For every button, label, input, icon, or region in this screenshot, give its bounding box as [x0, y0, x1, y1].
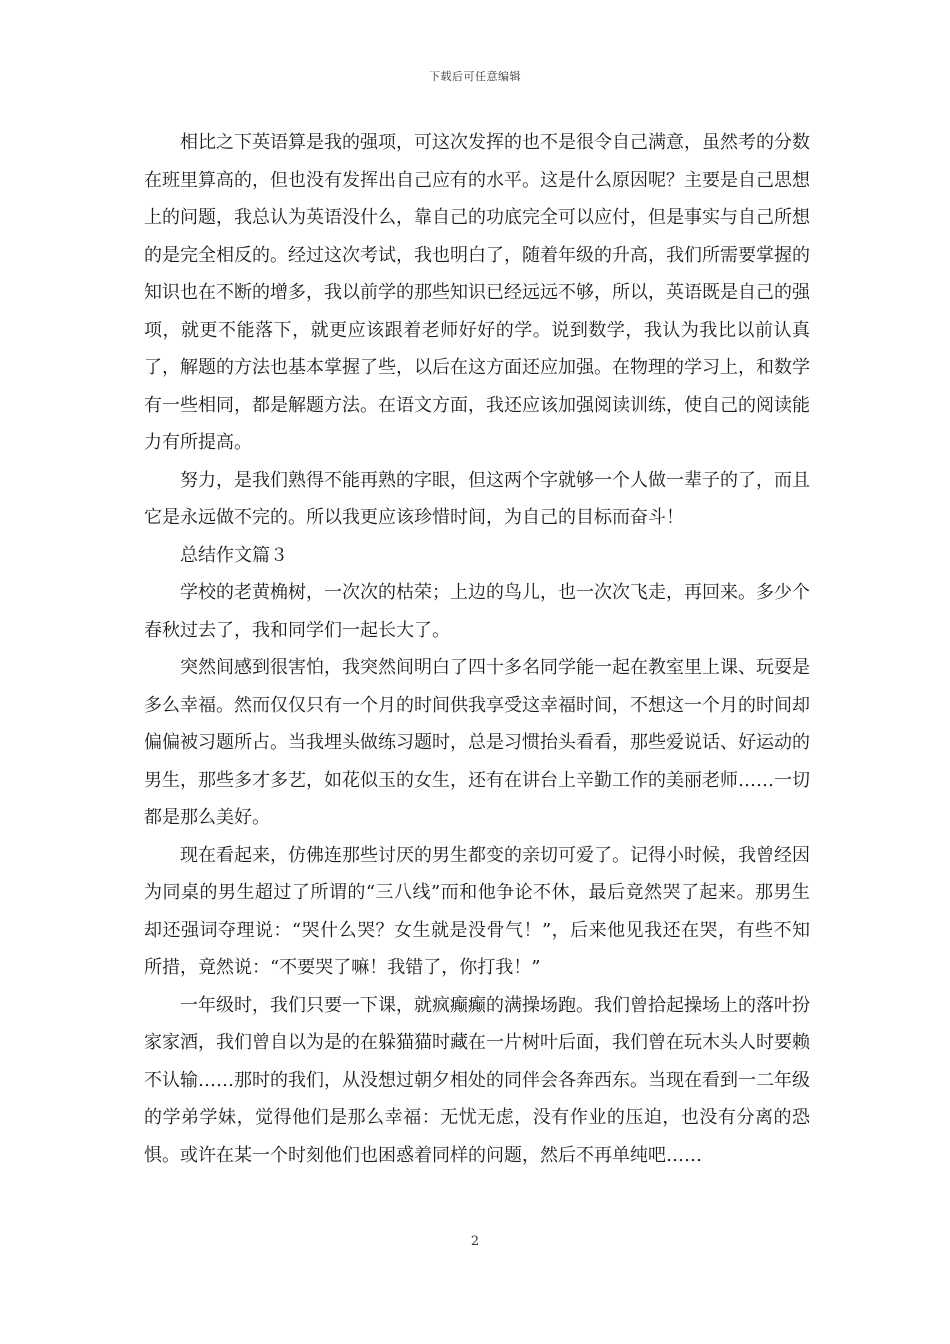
paragraph-sudden-fear: 突然间感到很害怕，我突然间明白了四十多名同学能一起在教室里上课、玩耍是多么幸福。然而仅仅只有一个月的时间供我享受这幸福时间，不想这一个月的时间却偏偏被习题所占。当我埋头做练习题时，总是习惯抬头看看，那些爱说话、好运动的男生，那些多才多艺，如花似玉的女生，还有在讲台上辛勤工作的美丽老师……一切都是那么美好。: [144, 657, 810, 828]
paragraph-first-grade: 一年级时，我们只要一下课，就疯癫癫的满操场跑。我们曾拾起操场上的落叶扮家家酒，我们曾自以为是的在躲猫猫时藏在一片树叶后面，我们曾在玩木头人时要赖不认输……那时的我们，从没想过朝夕相处的同伴会各奔西东。当现在看到一二年级的学弟学妹，觉得他们是那么幸福：无忧无虑，没有作业的压迫，也没有分离的恐惧。或许在某一个时刻他们也困惑着同样的问题，然后不再单纯吧……: [144, 994, 810, 1166]
paragraph-english-math-reflection: 相比之下英语算是我的强项，可这次发挥的也不是很令自己满意，虽然考的分数在班里算高的，但也没有发挥出自己应有的水平。这是什么原因呢？主要是自己思想上的问题，我总认为英语没什么，靠自己的功底完全可以应付，但是事实与自己所想的是完全相反的。经过这次考试，我也明白了，随着年级的升高，我们所需要掌握的知识也在不断的增多，我以前学的那些知识已经远远不够，所以，英语既是自己的强项，就更不能落下，就更应该跟着老师好好的学。说到数学，我认为我比以前认真了，解题的方法也基本掌握了些，以后在这方面还应加强。在物理的学习上，和数学有一些相同，都是解题方法。在语文方面，我还应该加强阅读训练，使自己的阅读能力有所提高。: [144, 132, 810, 453]
page-header: 下载后可任意编辑: [429, 70, 521, 83]
page-number: 2: [470, 1234, 480, 1249]
paragraph-old-tree: 学校的老黄桷树，一次次的枯荣；上边的鸟儿，也一次次飞走，再回来。多少个春秋过去了，我和同学们一起长大了。: [144, 582, 810, 641]
paragraph-effort: 努力，是我们熟得不能再熟的字眼，但这两个字就够一个人做一辈子的了，而且它是永远做不完的。所以我更应该珍惜时间，为自己的目标而奋斗！: [144, 469, 810, 528]
document-body: [144, 124, 810, 1174]
paragraph-childhood-deskmate: 现在看起来，仿佛连那些讨厌的男生都变的亲切可爱了。记得小时候，我曾经因为同桌的男生超过了所谓的“三八线”而和他争论不休，最后竟然哭了起来。那男生却还强词夺理说：“哭什么哭？女生就是没骨气！”，后来他见我还在哭，有些不知所措，竟然说：“不要哭了嘛！我错了，你打我！”: [144, 844, 810, 978]
section-heading: 总结作文篇３: [180, 544, 288, 566]
